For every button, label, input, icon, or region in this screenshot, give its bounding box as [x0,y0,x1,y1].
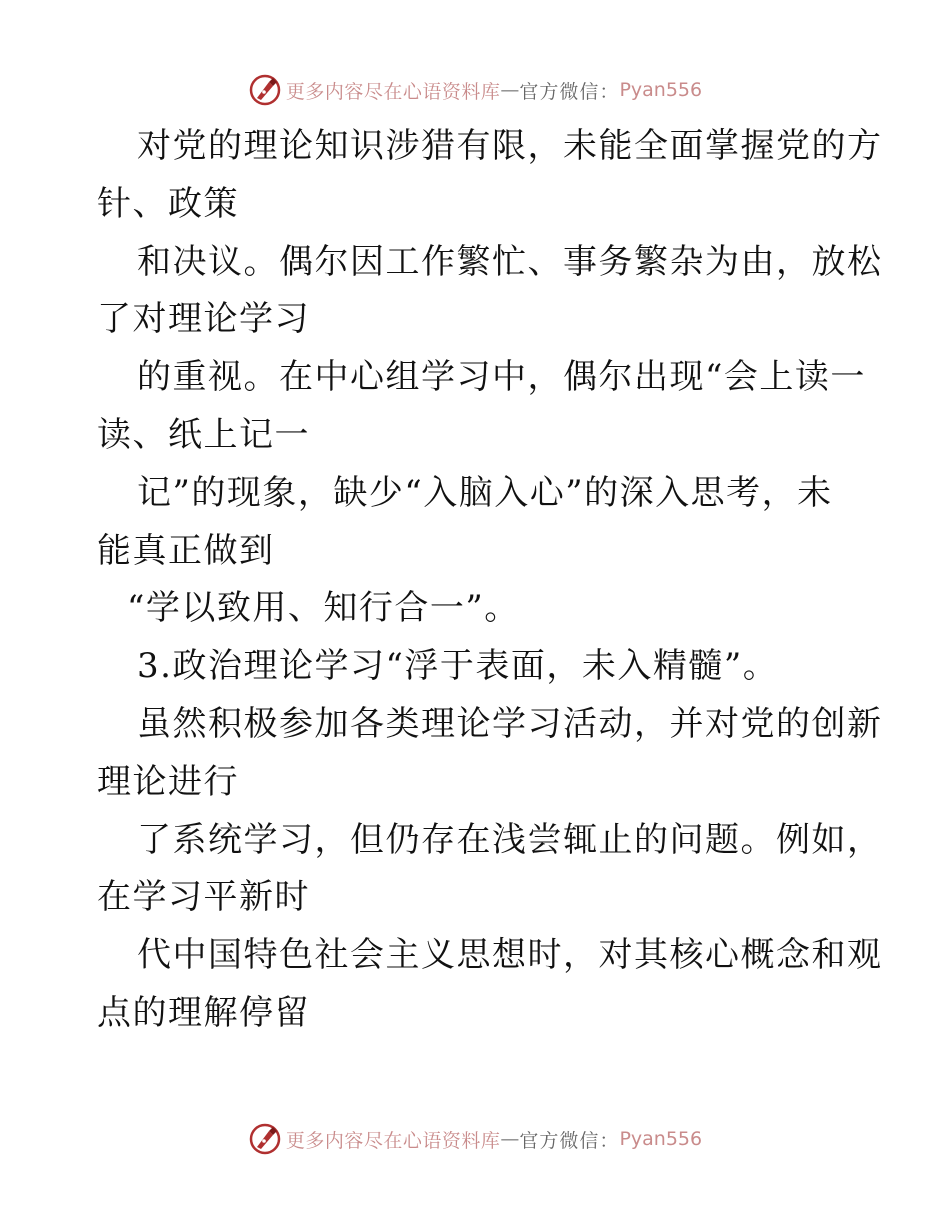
body-line: 能真正做到 [97,530,275,571]
watermark-dash: — [500,79,520,101]
body-line: 理论进行 [97,761,239,802]
header-watermark [0,70,950,110]
body-line: 记”的现象，缺少“入脑入心”的深入思考，未 [137,472,833,513]
body-line: 虽然积极参加各类理论学习活动，并对党的创新 [137,703,883,744]
pen-nib-logo-icon [248,1122,282,1156]
body-line: 读、纸上记一 [97,414,310,455]
document-body [97,118,883,1043]
body-line: 和决议。偶尔因工作繁忙、事务繁杂为由，放松 [137,241,883,282]
watermark-wechat-id: Pyan556 [619,1128,703,1150]
body-line: 针、政策 [97,183,239,224]
body-line: 点的理解停留 [97,992,310,1033]
watermark-wechat-label: 官方微信： [519,80,620,103]
body-line: 对党的理论知识涉猎有限，未能全面掌握党的方 [137,126,883,166]
watermark-site-text: 更多内容尽在心语资料库 [285,1129,501,1152]
body-line: 在学习平新时 [97,877,310,918]
footer-watermark [0,1119,950,1159]
watermark-wechat-id: Pyan556 [619,79,703,101]
pen-nib-logo-icon [248,73,282,107]
watermark-site-text: 更多内容尽在心语资料库 [285,80,501,103]
body-line: 的重视。在中心组学习中，偶尔出现“会上读一 [137,357,866,398]
body-line: 了对理论学习 [97,299,310,340]
body-line: 了系统学习，但仍存在浅尝辄止的问题。例如， [137,819,883,860]
body-line: 代中国特色社会主义思想时，对其核心概念和观 [137,935,883,976]
body-line: “学以致用、知行合一”。 [127,588,520,629]
watermark-wechat-label: 官方微信： [519,1129,620,1152]
watermark-dash: — [500,1128,520,1150]
section-heading: 3.政治理论学习“浮于表面，未入精髓”。 [137,646,779,687]
